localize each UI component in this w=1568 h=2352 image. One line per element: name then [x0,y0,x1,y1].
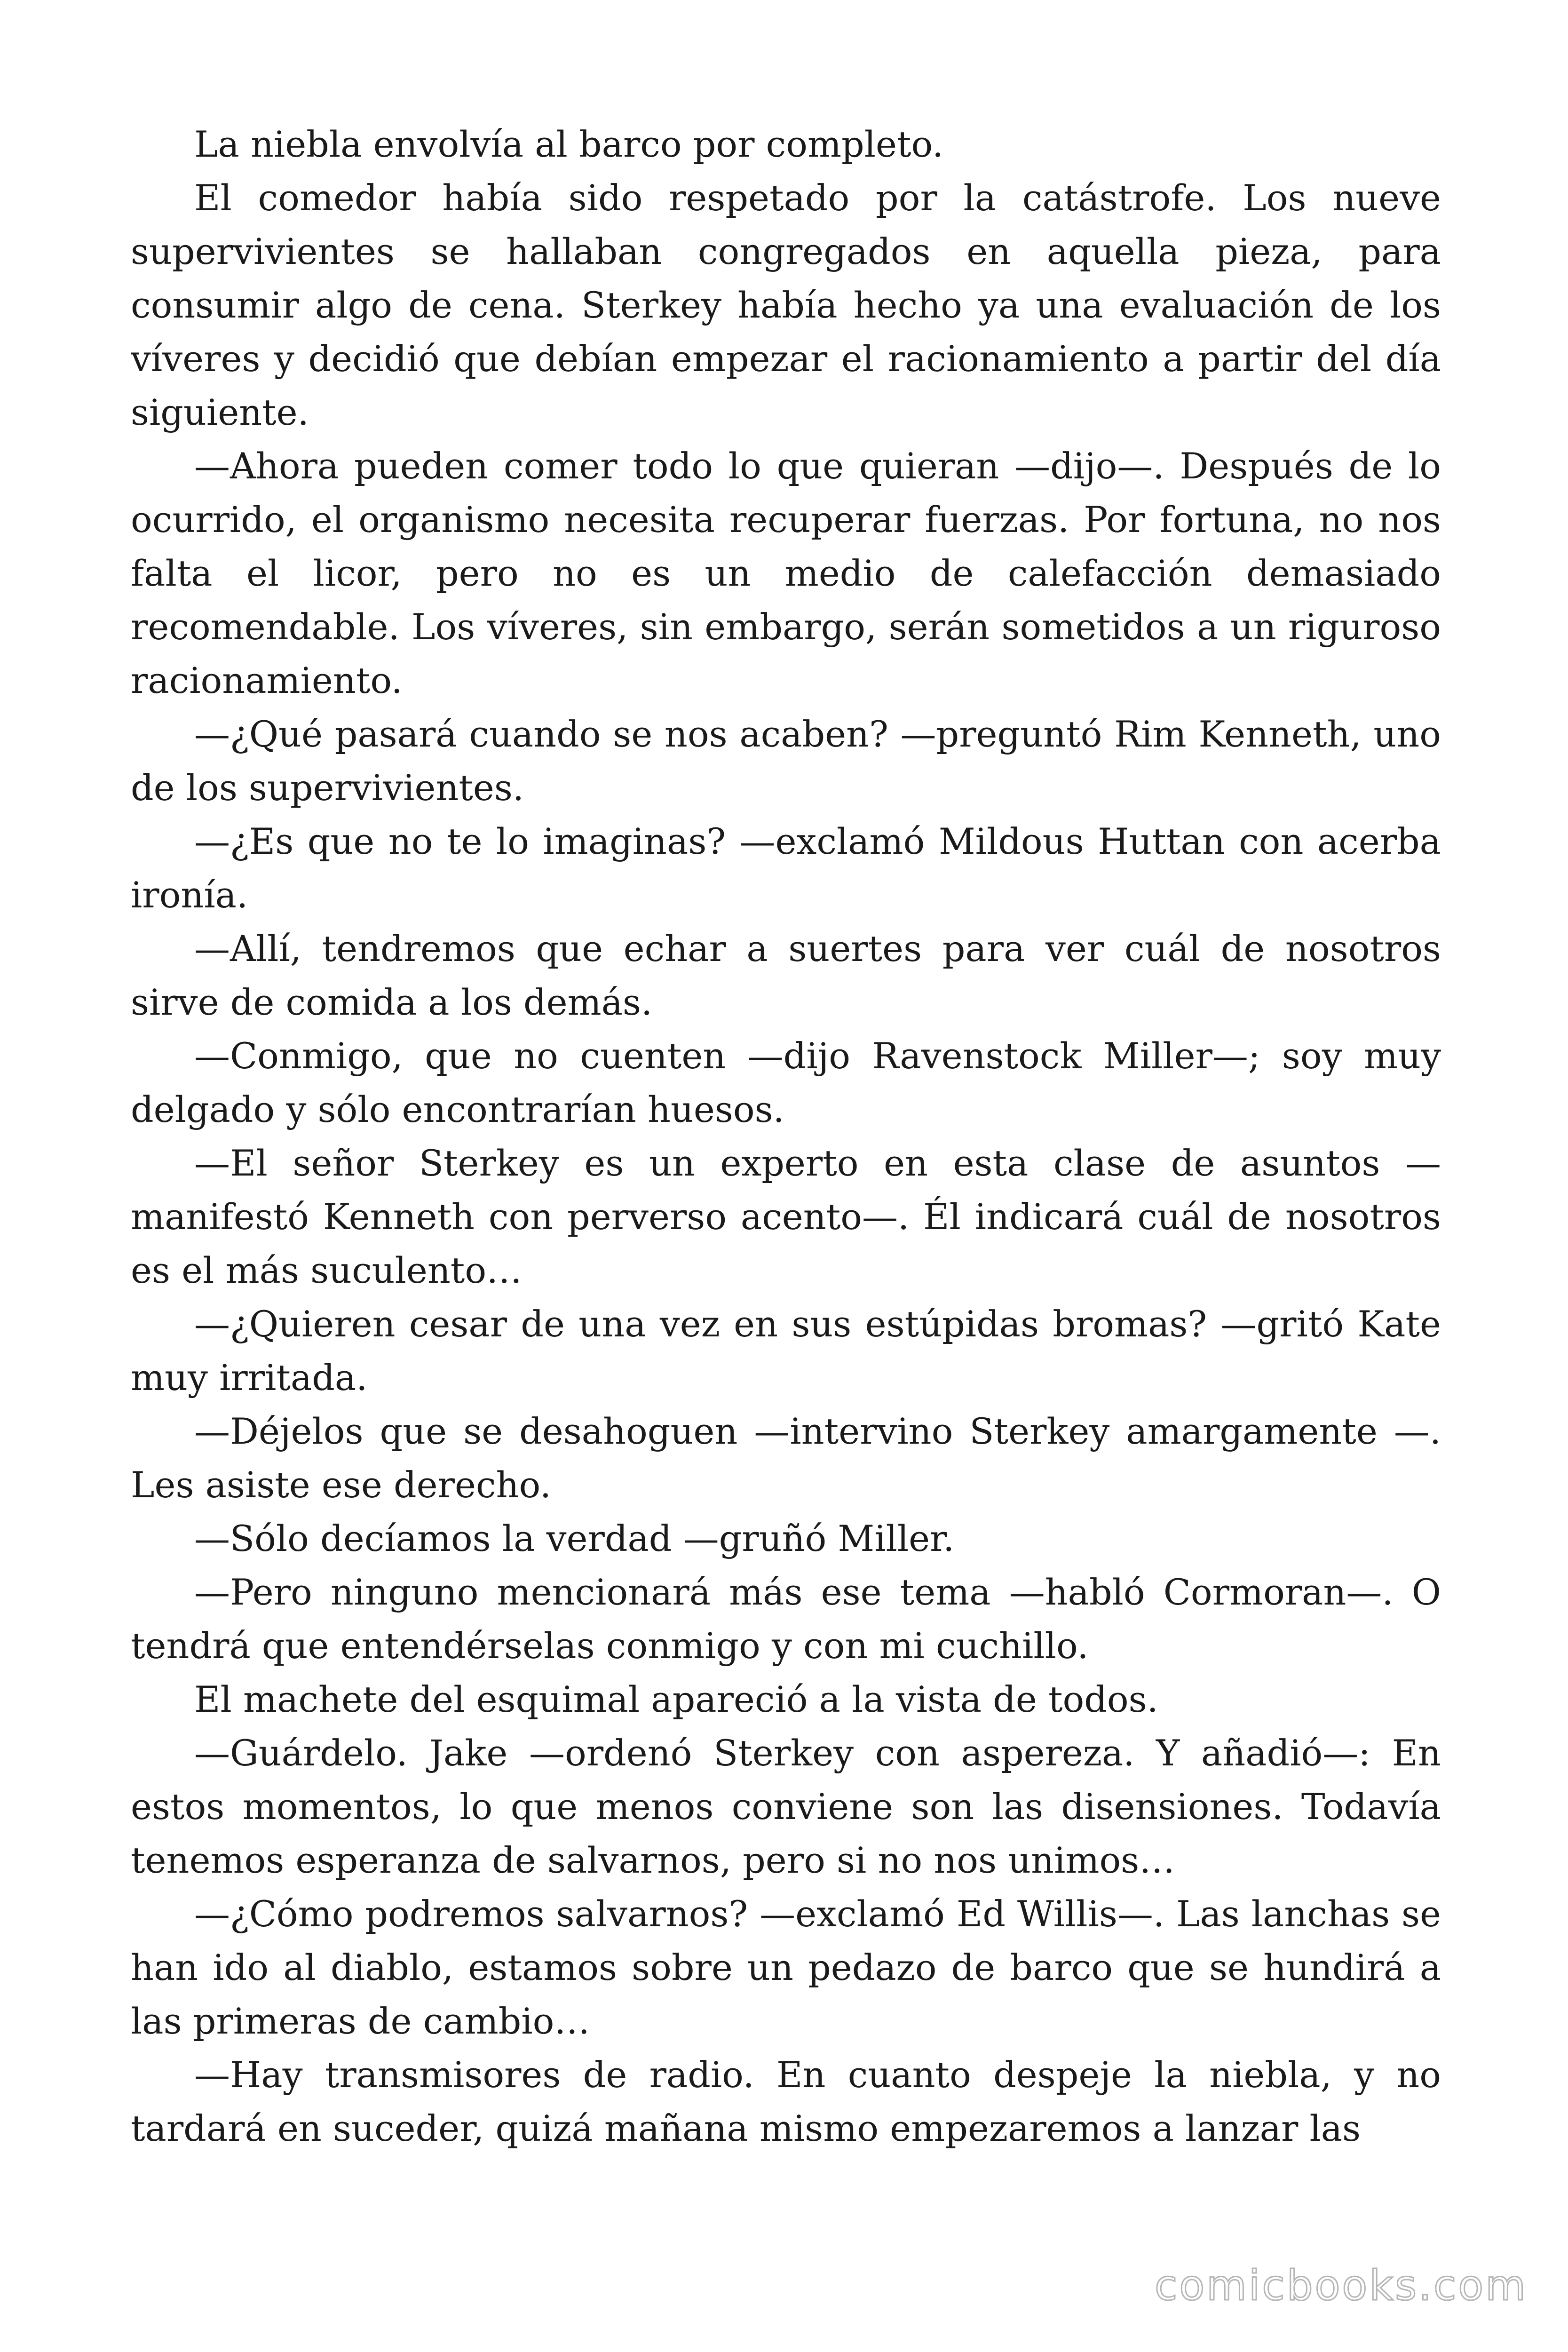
paragraph-4: —¿Qué pasará cuando se nos acaben? —preguntó Rim Kenneth, uno de los supervivientes. [131,713,1441,809]
paragraph-11: —Sólo decíamos la verdad —gruñó Miller. [194,1518,955,1559]
paragraph-5: —¿Es que no te lo imaginas? —exclamó Mildous Huttan con acerba ironía. [131,820,1441,916]
paragraph-3: —Ahora pueden comer todo lo que quieran —dijo—. Después de lo ocurrido, el organismo necesita recuperar fuerzas. Por fortuna, no nos falta el licor, pero no es un medio de calefacción demasiado recomendable. Los víveres, sin embargo, serán sometidos a un riguroso racionamiento. [131,445,1441,701]
watermark: comicbooks.com [1154,2261,1528,2310]
paragraph-14: —Guárdelo. Jake —ordenó Sterkey con aspereza. Y añadió—: En estos momentos, lo que menos conviene son las disensiones. Todavía tenemos esperanza de salvarnos, pero si no nos unimos… [131,1732,1441,1881]
paragraph-8: —El señor Sterkey es un experto en esta clase de asuntos —manifestó Kenneth con perverso acento—. Él indicará cuál de nosotros es el más suculento… [131,1142,1441,1291]
paragraph-10: —Déjelos que se desahoguen —intervino Sterkey amargamente —. Les asiste ese derecho. [131,1410,1441,1506]
paragraph-7: —Conmigo, que no cuenten —dijo Ravenstock Miller—; soy muy delgado y sólo encontrarían huesos. [131,1035,1441,1130]
paragraph-13: El machete del esquimal apareció a la vista de todos. [194,1678,1158,1720]
book-page [131,118,1441,2197]
paragraph-15: —¿Cómo podremos salvarnos? —exclamó Ed Willis—. Las lanchas se han ido al diablo, estamos sobre un pedazo de barco que se hundirá a las primeras de cambio… [131,1893,1441,2042]
paragraph-2: El comedor había sido respetado por la catástrofe. Los nueve supervivientes se hallaban congregados en aquella pieza, para consumir algo de cena. Sterkey había hecho ya una evaluación de los víveres y decidió que debían empezar el racionamiento a partir del día siguiente. [131,177,1441,433]
paragraph-9: —¿Quieren cesar de una vez en sus estúpidas bromas? —gritó Kate muy irritada. [131,1303,1441,1398]
paragraph-6: —Allí, tendremos que echar a suertes para ver cuál de nosotros sirve de comida a los demás. [131,928,1441,1023]
paragraph-12: —Pero ninguno mencionará más ese tema —habló Cormoran—. O tendrá que entendérselas conmigo y con mi cuchillo. [131,1571,1441,1667]
paragraph-16: —Hay transmisores de radio. En cuanto despeje la niebla, y no tardará en suceder, quizá mañana mismo empezaremos a lanzar las [131,2054,1441,2149]
paragraph-1: La niebla envolvía al barco por completo. [194,123,944,165]
